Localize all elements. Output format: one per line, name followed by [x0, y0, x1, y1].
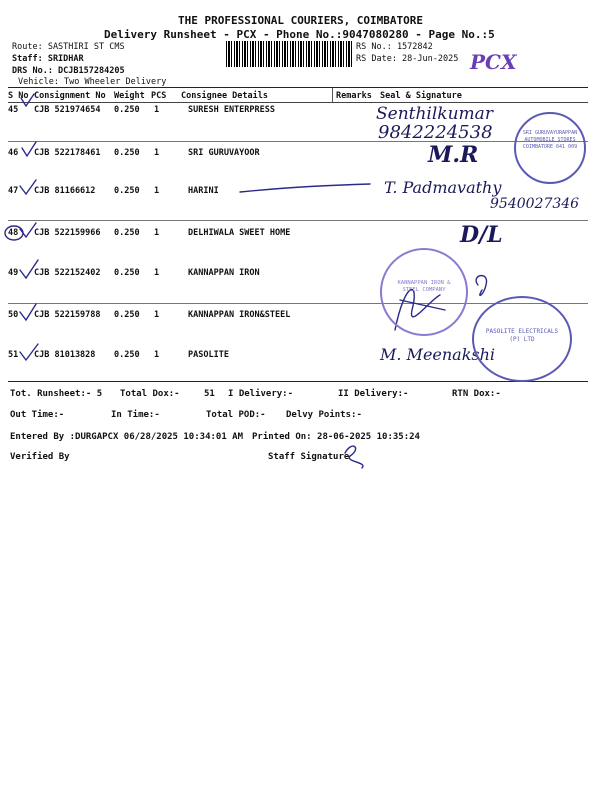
row-sno: 48	[8, 228, 19, 238]
row-consignee: DELHIWALA SWEET HOME	[188, 228, 291, 238]
row-consignment: CJB 81166612	[34, 186, 96, 196]
row-weight: 0.250	[114, 268, 140, 278]
total-pod: Total POD:-	[206, 410, 266, 420]
col-weight: Weight	[114, 91, 145, 101]
staff-label: Staff: SRIDHAR	[12, 54, 84, 64]
row-consignee: SRI GURUVAYOOR	[188, 148, 260, 158]
row-consignment: CJB 522178461	[34, 148, 101, 158]
row-pcs: 1	[154, 186, 160, 196]
handwritten-phone: 9540027346	[490, 196, 580, 212]
col-pcs: PCS	[151, 91, 167, 101]
stamp-text: SRI GURUVAYURAPPAN AUTOMOBILE STORES COIMBATORE 641 009	[522, 130, 578, 150]
row-sno: 50	[8, 310, 19, 320]
total-dox-label: Total Dox:-	[120, 389, 180, 399]
row-consignment: CJB 522159966	[34, 228, 101, 238]
verified-by: Verified By	[10, 452, 70, 462]
row-consignment: CJB 521974654	[34, 105, 101, 115]
row-weight: 0.250	[114, 228, 140, 238]
checkmark-icon	[21, 94, 34, 106]
row-sno: 46	[8, 148, 19, 158]
checkmark-icon	[20, 304, 36, 320]
drs-number: DRS No.: DCJB157284205	[12, 66, 125, 76]
row-weight: 0.250	[114, 148, 140, 158]
row-weight: 0.250	[114, 186, 140, 196]
entered-by: Entered By :DURGAPCX 06/28/2025 10:34:01 AM	[10, 432, 243, 442]
row-pcs: 1	[154, 310, 160, 320]
checkmark-icon	[20, 260, 38, 278]
arrow-line-icon	[240, 184, 370, 192]
total-runsheet: Tot. Runsheet:- 5	[10, 389, 103, 399]
row-weight: 0.250	[114, 310, 140, 320]
row-consignee: SURESH ENTERPRESS	[188, 105, 275, 115]
row-consignment: CJB 81013828	[34, 350, 96, 360]
circle-mark-icon	[5, 226, 23, 240]
handwritten-signature: D/L	[460, 222, 503, 248]
checkmark-icon	[22, 142, 36, 156]
row-weight: 0.250	[114, 105, 140, 115]
col-sno: S No	[8, 91, 29, 101]
handwritten-signature: Senthilkumar	[376, 104, 493, 124]
col-consignee: Consignee Details	[181, 91, 268, 101]
in-time: In Time:-	[111, 410, 160, 420]
handwritten-signature: M.R	[428, 142, 479, 168]
route-label: Route: SASTHIRI ST CMS	[12, 42, 125, 52]
row-consignment: CJB 522152402	[34, 268, 101, 278]
total-dox-value: 51	[204, 389, 215, 399]
rs-date: RS Date: 28-Jun-2025	[356, 54, 459, 64]
checkmark-icon	[20, 344, 38, 360]
row-sno: 51	[8, 350, 19, 360]
row-weight: 0.250	[114, 350, 140, 360]
company-stamp	[472, 296, 572, 382]
stamp-text: PASOLITE ELECTRICALS (P) LTD	[485, 328, 559, 343]
col-consignment: Consignment No	[34, 91, 106, 101]
rtn-dox: RTN Dox:-	[452, 389, 501, 399]
rs-number: RS No.: 1572842	[356, 42, 433, 52]
col-remarks: Remarks	[336, 91, 372, 101]
row-pcs: 1	[154, 228, 160, 238]
stamp-text: KANNAPPAN IRON & STEEL COMPANY	[397, 280, 451, 293]
out-time: Out Time:-	[10, 410, 65, 420]
company-stamp	[380, 248, 468, 336]
checkmark-icon	[20, 180, 36, 194]
row-consignee: KANNAPPAN IRON	[188, 268, 260, 278]
row-consignee: PASOLITE	[188, 350, 229, 360]
company-title: THE PROFESSIONAL COURIERS, COIMBATORE	[178, 14, 424, 27]
runsheet-subtitle: Delivery Runsheet - PCX - Phone No.:9047080280 - Page No.:5	[104, 28, 495, 41]
row-sno: 45	[8, 105, 19, 115]
row-pcs: 1	[154, 350, 160, 360]
company-stamp	[514, 112, 586, 184]
vehicle-label: Vehicle: Two Wheeler Delivery	[18, 77, 167, 87]
row-pcs: 1	[154, 268, 160, 278]
delvy-points: Delvy Points:-	[286, 410, 362, 420]
handwritten-signature: T. Padmavathy	[384, 178, 502, 197]
row-sno: 47	[8, 186, 19, 196]
handwritten-phone: 9842224538	[378, 122, 493, 143]
row-pcs: 1	[154, 148, 160, 158]
col-seal: Seal & Signature	[380, 91, 462, 101]
row-consignment: CJB 522159788	[34, 310, 101, 320]
i-delivery: I Delivery:-	[228, 389, 294, 399]
staff-signature: Staff Signature	[268, 452, 350, 462]
row-sno: 49	[8, 268, 19, 278]
ii-delivery: II Delivery:-	[338, 389, 409, 399]
row-consignee: KANNAPPAN IRON&STEEL	[188, 310, 291, 320]
row-pcs: 1	[154, 105, 160, 115]
scribble-icon	[476, 276, 486, 296]
handwritten-pcx: PCX	[470, 50, 517, 74]
row-consignee: HARINI	[188, 186, 219, 196]
handwritten-signature: M. Meenakshi	[380, 345, 496, 364]
printed-on: Printed On: 28-06-2025 10:35:24	[252, 432, 420, 442]
